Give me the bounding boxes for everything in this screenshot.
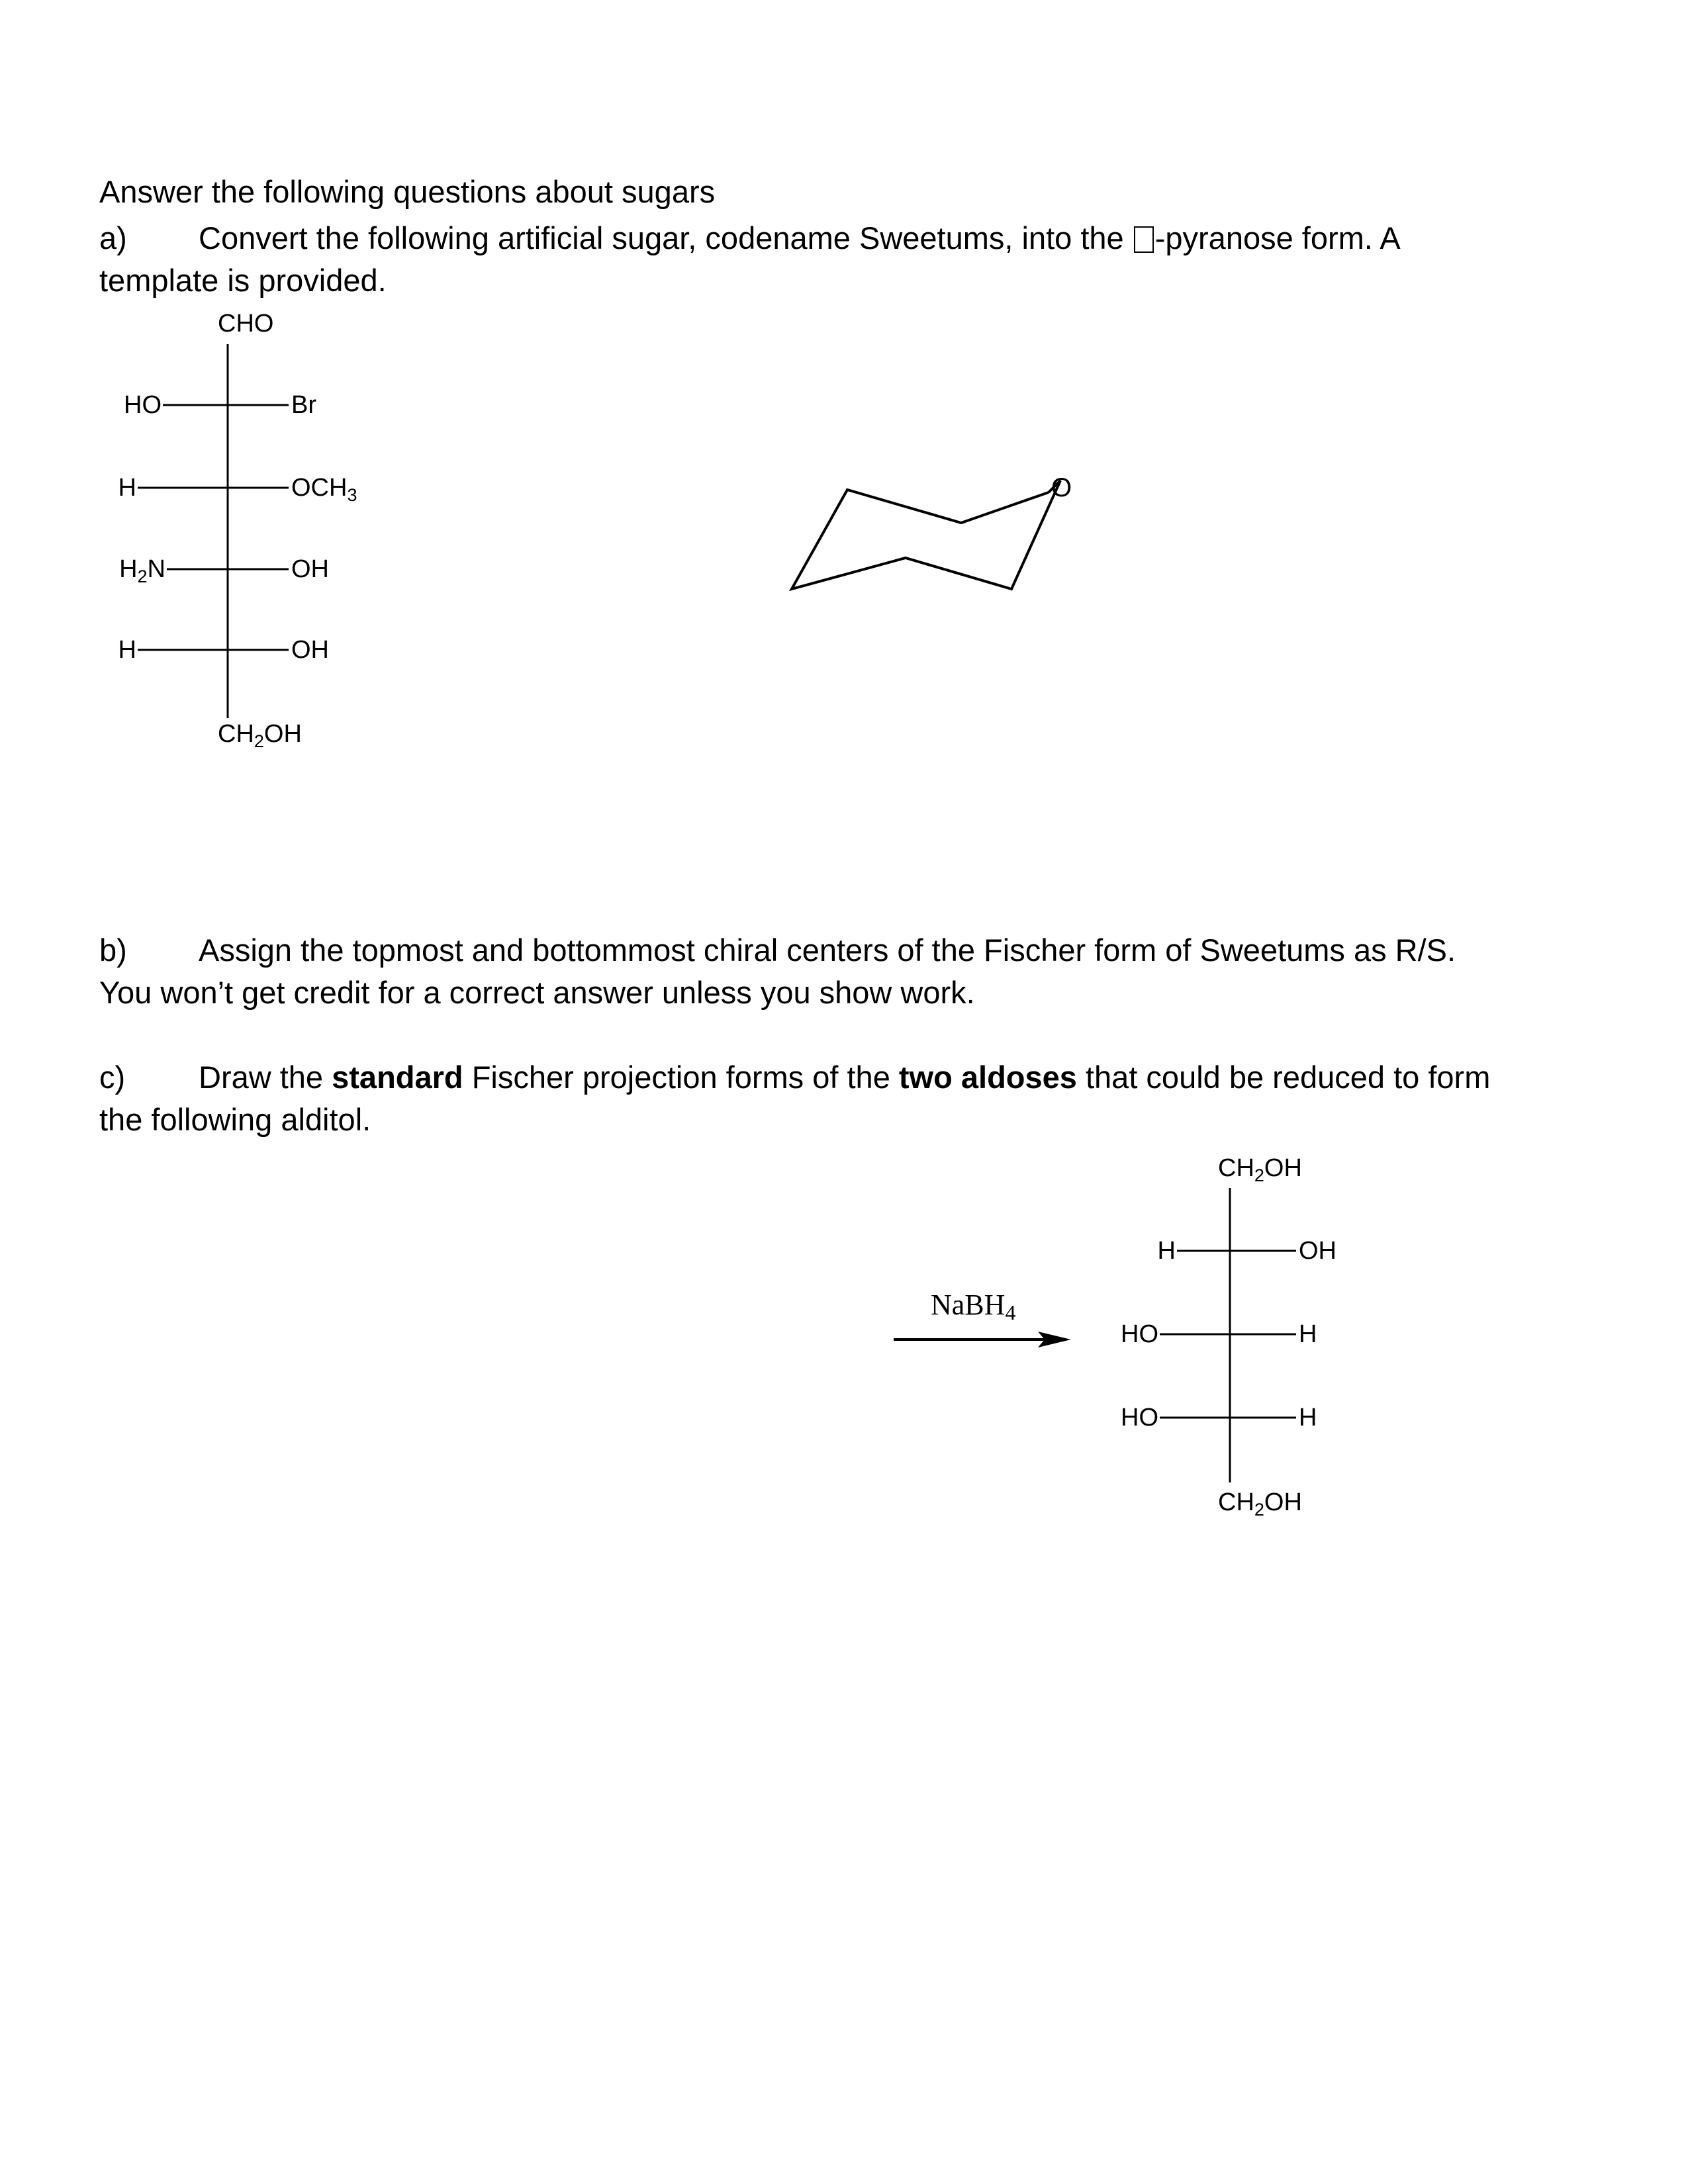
intro-title: Answer the following questions about sugars [99, 174, 716, 209]
fischer-c-bottom-ch2oh [1218, 1488, 1302, 1524]
part-c-text-1: Draw the [199, 1060, 332, 1095]
fischer-a-row4-left: H [118, 636, 136, 664]
h2n-main: H [119, 555, 138, 583]
part-c-bold-standard: standard [332, 1060, 463, 1095]
och3-sub: 3 [347, 485, 357, 505]
nabh4-sub: 4 [1005, 1300, 1016, 1324]
fischer-c-row2-right: H [1299, 1320, 1317, 1348]
fischer-a-row4-right: OH [291, 636, 329, 664]
chair-ring-oxygen: O [1051, 473, 1072, 502]
part-c-text-2: Fischer projection forms of the [463, 1060, 899, 1095]
bottom-ch2oh-sub: 2 [1254, 1500, 1264, 1520]
fischer-a-top-cho: CHO [218, 310, 274, 338]
fischer-c-row2-left: HO [1121, 1320, 1158, 1348]
fischer-c-top-ch2oh [1218, 1154, 1302, 1190]
fischer-a-row3-right: OH [291, 555, 329, 583]
och3-main: OCH [291, 474, 348, 502]
fischer-c-row3-left: HO [1121, 1404, 1158, 1432]
top-ch2oh-tail: OH [1264, 1154, 1302, 1182]
ch2oh-tail: OH [263, 720, 302, 748]
fischer-a-row1-right: Br [291, 391, 316, 419]
ch2oh-main: CH [218, 720, 254, 748]
part-a-letter: a) [99, 220, 127, 255]
ch2oh-sub: 2 [254, 731, 264, 751]
fischer-c-row1-right: OH [1299, 1237, 1336, 1265]
part-b-text-1: Assign the topmost and bottommost chiral centers of the Fischer form of Sweetums as R/S. [199, 933, 1456, 968]
fischer-a-row1-left: HO [124, 391, 162, 419]
fischer-c-row1-left: H [1157, 1237, 1176, 1265]
part-c-bold-two-aldoses: two aldoses [898, 1060, 1077, 1095]
h2n-sub: 2 [137, 567, 148, 586]
part-c-letter: c) [99, 1060, 126, 1095]
bottom-ch2oh-tail: OH [1264, 1488, 1302, 1516]
fischer-c-row3-right: H [1299, 1404, 1317, 1432]
nabh4-main: NaBH [931, 1289, 1006, 1321]
bottom-ch2oh-main: CH [1218, 1488, 1254, 1516]
part-c-text-3: that could be reduced to form [1076, 1060, 1491, 1095]
part-a-text-2: -pyranose form. A [1154, 220, 1401, 255]
top-ch2oh-sub: 2 [1254, 1165, 1264, 1185]
top-ch2oh-main: CH [1218, 1154, 1254, 1182]
part-a-line-2: template is provided. [99, 263, 387, 298]
fischer-a-row2-left: H [118, 474, 136, 502]
part-c-line-2: the following alditol. [99, 1102, 371, 1137]
part-b-line-2: You won’t get credit for a correct answer unless you show work. [99, 975, 975, 1010]
part-b-letter: b) [99, 933, 127, 968]
h2n-tail: N [147, 555, 165, 583]
part-a-text-1: Convert the following artificial sugar, codename Sweetums, into the [199, 220, 1133, 255]
